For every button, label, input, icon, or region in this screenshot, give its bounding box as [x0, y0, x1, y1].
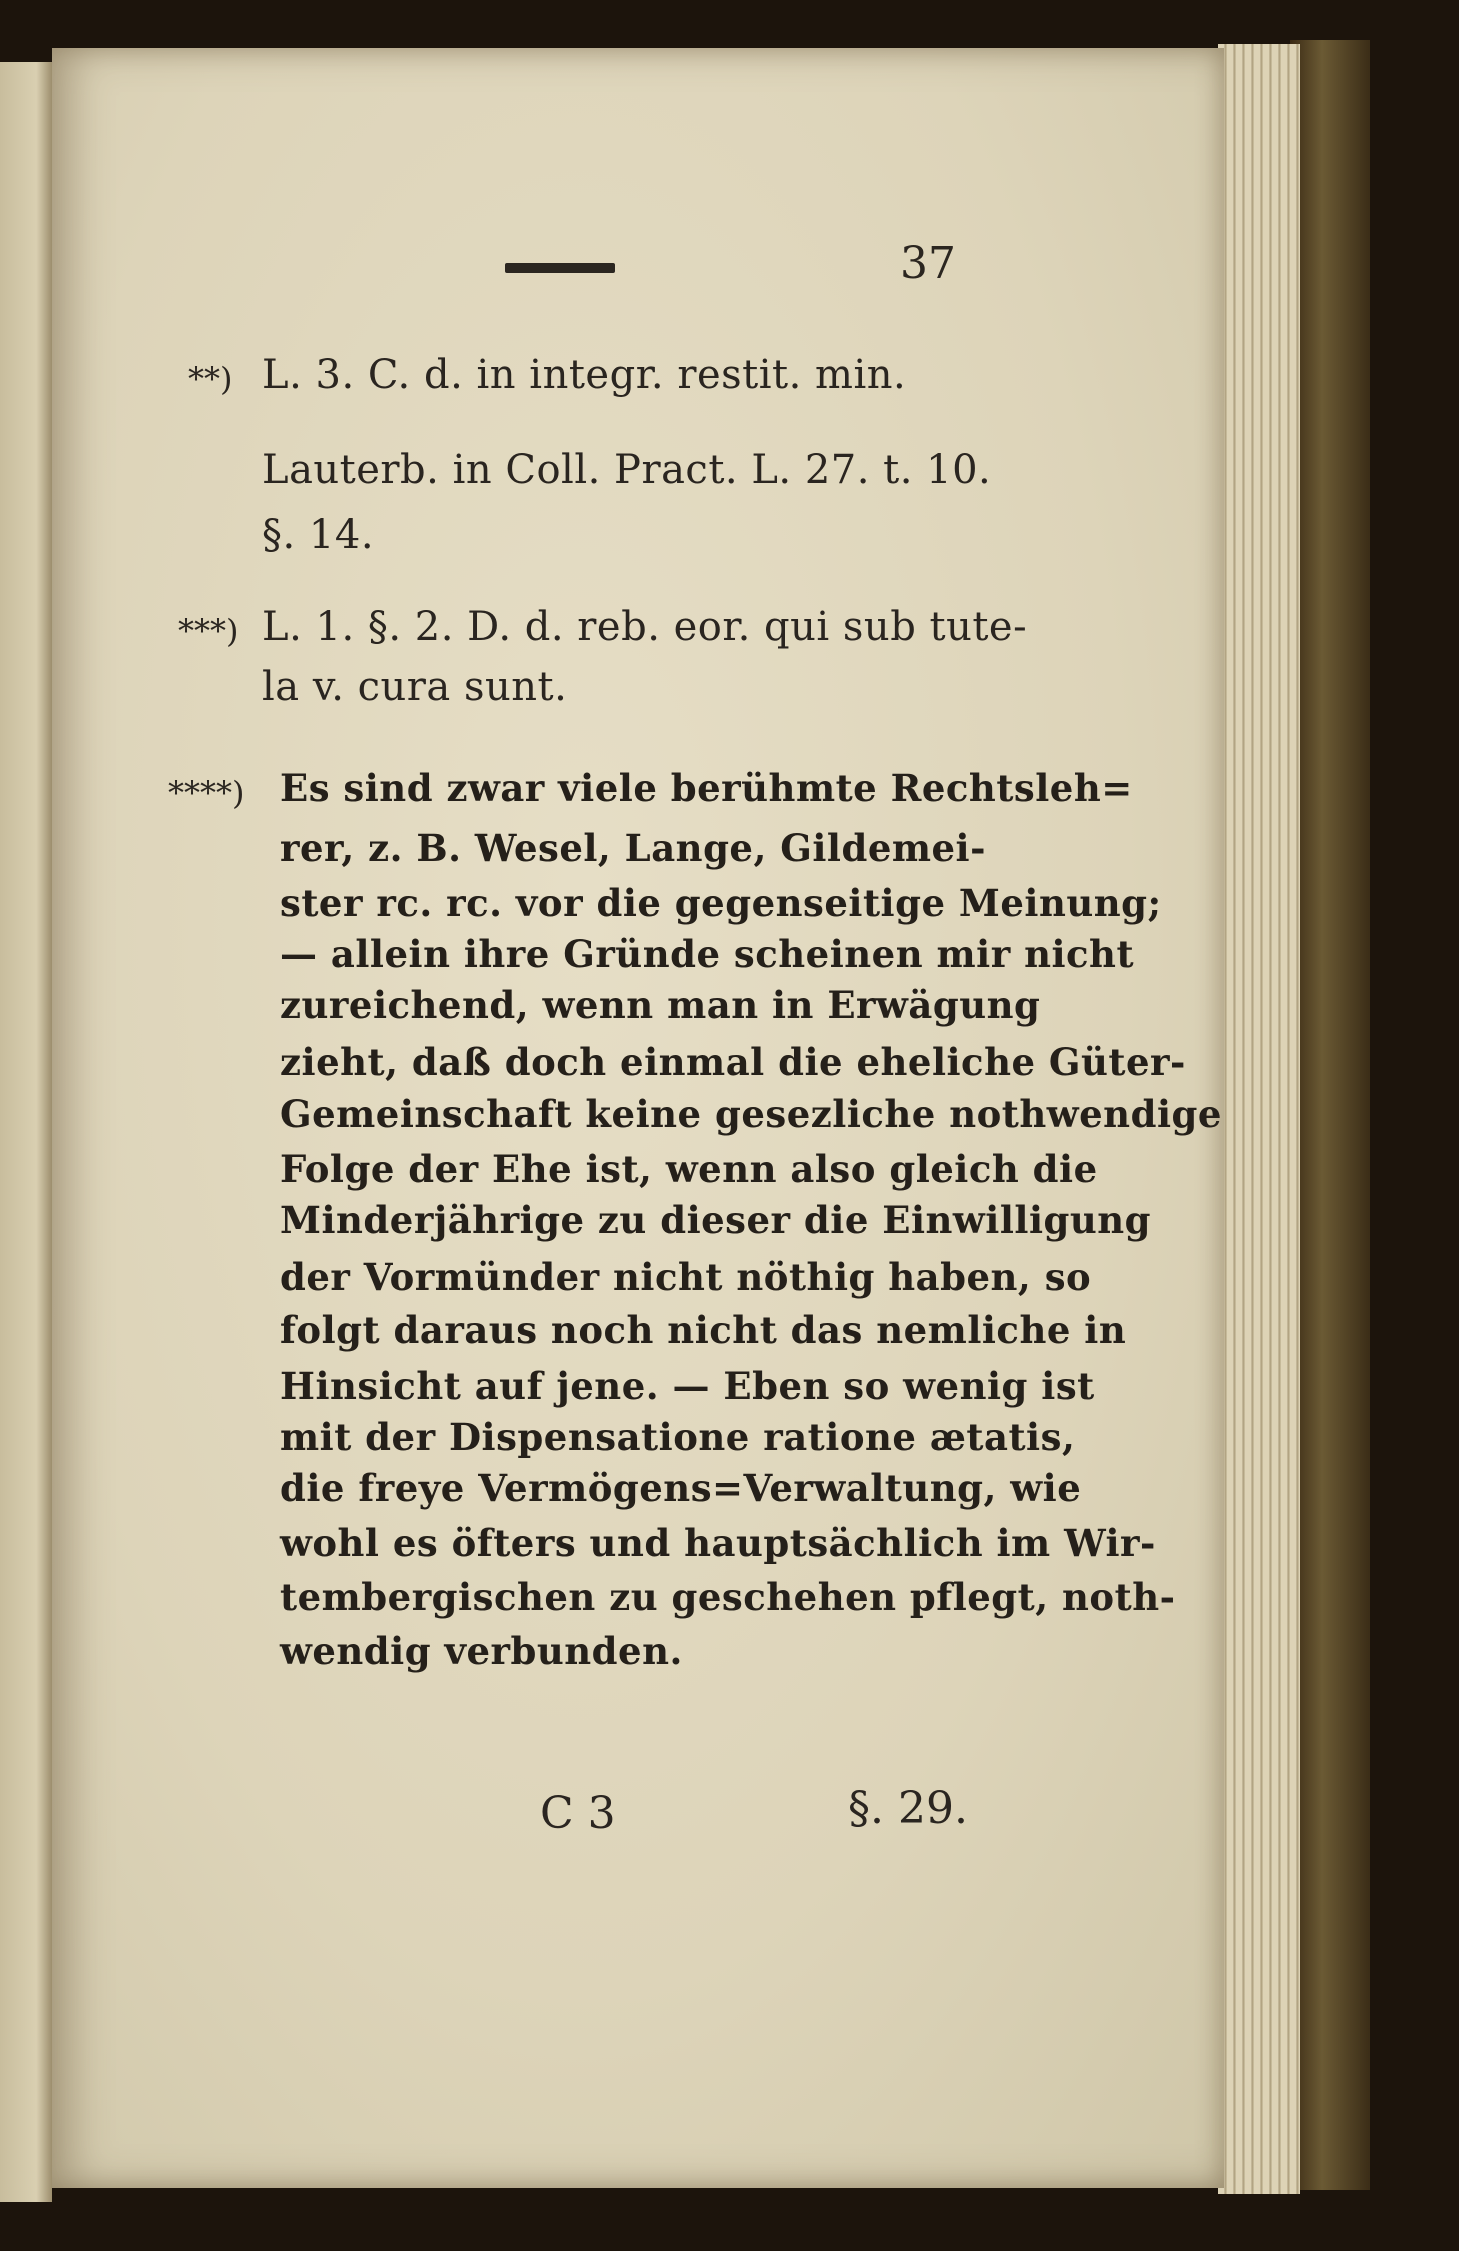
footnote-3-line-11: folgt daraus noch nicht das nemliche in	[280, 1308, 1127, 1352]
footnote-3-line-1: Es sind zwar viele berühmte Rechtsleh=	[280, 766, 1133, 810]
page-number: 37	[900, 238, 956, 289]
left-page-edge	[0, 62, 52, 2202]
footnote-3-line-12: Hinsicht auf jene. — Eben so wenig ist	[280, 1364, 1095, 1408]
footnote-3-line-14: die freye Vermögens=Verwaltung, wie	[280, 1466, 1082, 1510]
footnote-1-line-3: §. 14.	[262, 512, 375, 558]
footnote-3-line-13: mit der Dispensatione ratione ætatis,	[280, 1415, 1076, 1459]
page-edges	[1218, 44, 1300, 2194]
footnote-2-line-1: L. 1. §. 2. D. d. reb. eor. qui sub tute-	[262, 604, 1028, 650]
footnote-marker-1: **)	[188, 360, 233, 398]
footnote-3-line-17: wendig verbunden.	[280, 1629, 683, 1673]
footnote-marker-2: ***)	[178, 612, 239, 650]
signature-mark: C 3	[540, 1788, 616, 1839]
footnote-3-line-10: der Vormünder nicht nöthig haben, so	[280, 1255, 1092, 1299]
footnote-3-line-16: tembergischen zu geschehen pflegt, noth-	[280, 1575, 1176, 1619]
footnote-3-line-9: Minderjährige zu dieser die Einwilligung	[280, 1198, 1152, 1242]
footnote-3-line-4: — allein ihre Gründe scheinen mir nicht	[280, 932, 1135, 976]
footnote-3-line-5: zureichend, wenn man in Erwägung	[280, 983, 1041, 1027]
footnote-1-line-1: L. 3. C. d. in integr. restit. min.	[262, 352, 907, 398]
footnote-3-line-6: zieht, daß doch einmal die eheliche Güter-	[280, 1040, 1186, 1084]
footnote-marker-3: ****)	[168, 774, 245, 812]
footnote-3-line-3: ster rc. rc. vor die gegenseitige Meinung;	[280, 881, 1162, 925]
footnote-2-line-2: la v. cura sunt.	[262, 664, 568, 710]
header-rule	[505, 263, 615, 273]
footnote-1-line-2: Lauterb. in Coll. Pract. L. 27. t. 10.	[262, 447, 992, 493]
footnote-3-line-8: Folge der Ehe ist, wenn also gleich die	[280, 1147, 1098, 1191]
footnote-3-line-2: rer, z. B. Wesel, Lange, Gildemei-	[280, 826, 986, 870]
footnote-3-line-7: Gemeinschaft keine gesezliche nothwendige	[280, 1092, 1222, 1136]
book-spine	[1290, 40, 1370, 2190]
catchword: §. 29.	[848, 1783, 968, 1834]
footnote-3-line-15: wohl es öfters und hauptsächlich im Wir-	[280, 1521, 1156, 1565]
